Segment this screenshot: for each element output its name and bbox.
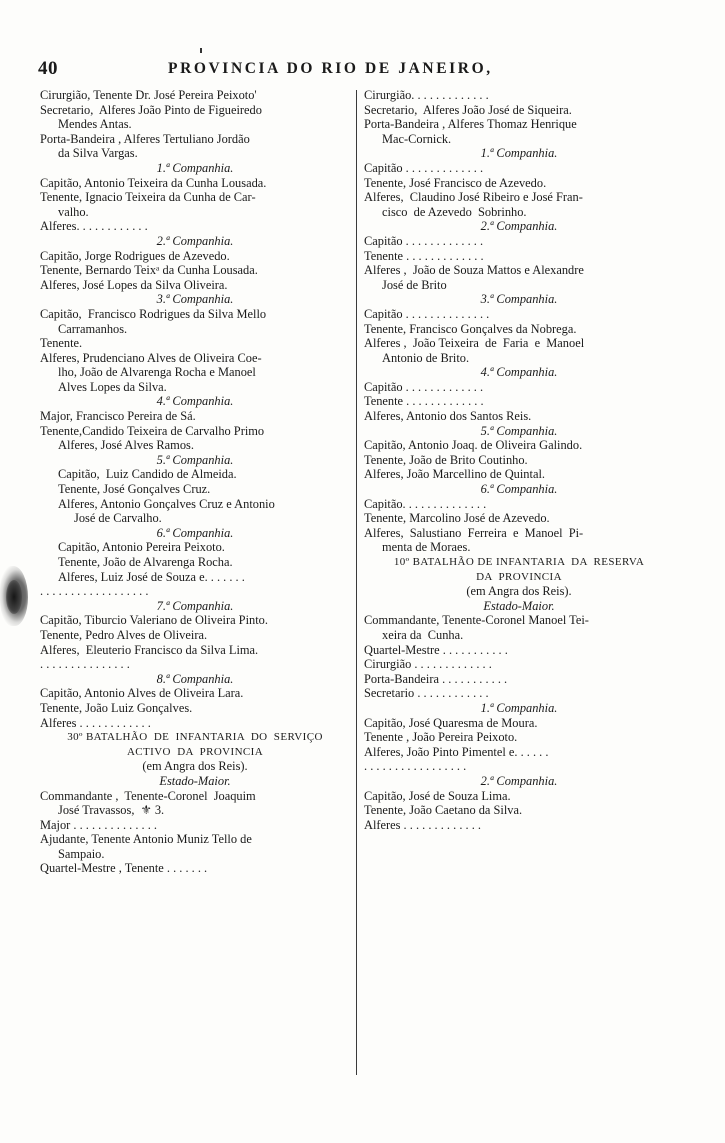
text-line: Secretario, Alferes João Pinto de Figueiredo bbox=[40, 102, 262, 117]
text-line: Commandante, Tenente-Coronel Manoel Tei- bbox=[364, 613, 589, 628]
text-line: Mendes Antas. bbox=[58, 117, 132, 132]
text-line: Capitão, Antonio Joaq. de Oliveira Galindo. bbox=[364, 438, 583, 453]
text-line: Capitão, Antonio Pereira Peixoto. bbox=[58, 540, 225, 555]
text-line: DA PROVINCIA bbox=[476, 570, 562, 583]
text-line: Ajudante, Tenente Antonio Muniz Tello de bbox=[40, 832, 252, 847]
text-line: 1.ª Companhia. bbox=[156, 160, 234, 175]
text-line: Capitão . . . . . . . . . . . . . bbox=[364, 379, 484, 394]
left-text-column bbox=[40, 88, 350, 876]
text-line: Tenente, Ignacio Teixeira da Cunha de Car- bbox=[40, 190, 256, 205]
text-line: Tenente, José Francisco de Azevedo. bbox=[364, 175, 547, 190]
text-line: Estado-Maior. bbox=[159, 773, 231, 788]
header-tick-mark bbox=[200, 48, 202, 53]
text-line: José de Carvalho. bbox=[74, 511, 162, 526]
text-line: Carramanhos. bbox=[58, 321, 128, 336]
text-line: Cirurgião . . . . . . . . . . . . . bbox=[364, 657, 492, 672]
text-line: Alves Lopes da Silva. bbox=[58, 379, 167, 394]
text-line: 1.ª Companhia. bbox=[480, 700, 558, 715]
text-line: Tenente, João Luiz Gonçalves. bbox=[40, 700, 193, 715]
text-line: Capitão, José Quaresma de Moura. bbox=[364, 715, 538, 730]
page-header bbox=[0, 56, 725, 82]
text-line: 5.ª Companhia. bbox=[480, 423, 558, 438]
text-line: Commandante , Tenente-Coronel Joaquim bbox=[40, 788, 256, 803]
text-line: Sampaio. bbox=[58, 846, 105, 861]
text-line: Major . . . . . . . . . . . . . . bbox=[40, 817, 158, 832]
text-line: Capitão, Antonio Alves de Oliveira Lara. bbox=[40, 686, 244, 701]
text-line: Capitão, Tiburcio Valeriano de Oliveira Pinto. bbox=[40, 613, 268, 628]
text-line: 1.ª Companhia. bbox=[480, 146, 558, 161]
text-line: José Travassos, ⚜ 3. bbox=[58, 803, 165, 818]
text-line: 4.ª Companhia. bbox=[480, 365, 558, 380]
text-line: Tenente, João de Brito Coutinho. bbox=[364, 452, 528, 467]
text-line: Cirurgião. . . . . . . . . . . . . bbox=[364, 88, 489, 102]
text-line: Capitão . . . . . . . . . . . . . bbox=[364, 233, 484, 248]
text-line: menta de Moraes. bbox=[382, 540, 471, 555]
text-line: Alferes, Antonio Gonçalves Cruz e Antonio bbox=[58, 496, 275, 511]
text-line: Tenente, Bernardo Teixᵃ da Cunha Lousada. bbox=[40, 263, 258, 278]
text-line: Tenente,Candido Teixeira de Carvalho Primo bbox=[40, 423, 265, 438]
text-line: Alferes, Luiz José de Souza e. . . . . . . bbox=[58, 569, 245, 584]
text-line: Quartel-Mestre , Tenente . . . . . . . bbox=[40, 861, 208, 876]
text-line: xeira da Cunha. bbox=[382, 627, 464, 642]
text-line: Porta-Bandeira , Alferes Thomaz Henrique bbox=[364, 117, 577, 132]
text-line: Tenente, José Gonçalves Cruz. bbox=[58, 482, 211, 497]
text-line: . . . . . . . . . . . . . . . . . bbox=[364, 759, 467, 774]
text-line: 8.ª Companhia. bbox=[156, 671, 234, 686]
text-line: lho, João de Alvarenga Rocha e Manoel bbox=[58, 365, 256, 380]
folio-number: 40 bbox=[38, 58, 58, 79]
text-line: Secretario . . . . . . . . . . . . bbox=[364, 686, 489, 701]
text-line: . . . . . . . . . . . . . . . bbox=[40, 657, 130, 672]
text-line: 5.ª Companhia. bbox=[156, 452, 234, 467]
text-line: Alferes , João de Souza Mattos e Alexandre bbox=[364, 263, 584, 278]
text-line: Alferes, Eleuterio Francisco da Silva Lima. bbox=[40, 642, 259, 657]
text-line: Capitão, Luiz Candido de Almeida. bbox=[58, 467, 237, 482]
text-line: Capitão, Jorge Rodrigues de Azevedo. bbox=[40, 248, 230, 263]
text-line: Tenente, Francisco Gonçalves da Nobrega. bbox=[364, 321, 577, 336]
text-line: Alferes, Antonio dos Santos Reis. bbox=[364, 409, 532, 424]
text-line: José de Brito bbox=[382, 277, 447, 292]
text-line: Capitão . . . . . . . . . . . . . bbox=[364, 160, 484, 175]
text-line: Alferes, João Marcellino de Quintal. bbox=[364, 467, 545, 482]
text-line: (em Angra dos Reis). bbox=[466, 584, 572, 599]
text-line: 2.ª Companhia. bbox=[156, 233, 234, 248]
text-line: 7.ª Companhia. bbox=[156, 598, 234, 613]
ink-smudge-core bbox=[6, 580, 22, 614]
text-line: Alferes . . . . . . . . . . . . . bbox=[364, 817, 482, 832]
text-line: 4.ª Companhia. bbox=[156, 394, 234, 409]
text-line: Porta-Bandeira . . . . . . . . . . . bbox=[364, 671, 508, 686]
text-line: Alferes, José Lopes da Silva Oliveira. bbox=[40, 277, 228, 292]
text-line: Tenente, Marcolino José de Azevedo. bbox=[364, 511, 550, 526]
text-line: 2.ª Companhia. bbox=[480, 773, 558, 788]
text-line: Alferes, João Pinto Pimentel e. . . . . . bbox=[364, 744, 549, 759]
text-line: Capitão . . . . . . . . . . . . . . bbox=[364, 306, 490, 321]
text-line: Capitão, Francisco Rodrigues da Silva Mello bbox=[40, 306, 267, 321]
text-line: 6.ª Companhia. bbox=[156, 525, 234, 540]
text-line: Tenente, Pedro Alves de Oliveira. bbox=[40, 627, 208, 642]
text-line: Capitão. . . . . . . . . . . . . . bbox=[364, 496, 487, 511]
text-line: Tenente, João de Alvarenga Rocha. bbox=[58, 555, 233, 569]
text-line: Alferes, Prudenciano Alves de Oliveira Coe- bbox=[40, 350, 262, 365]
text-line: Antonio de Brito. bbox=[382, 350, 470, 365]
text-line: Cirurgião, Tenente Dr. José Pereira Peixoto' bbox=[40, 88, 257, 102]
text-line: Secretario, Alferes João José de Siqueira. bbox=[364, 102, 572, 117]
text-line: 30º BATALHÃO DE INFANTARIA DO SERVIÇO bbox=[67, 731, 323, 744]
text-line: Alferes . . . . . . . . . . . . bbox=[40, 715, 151, 730]
text-line: Porta-Bandeira , Alferes Tertuliano Jordão bbox=[40, 131, 250, 146]
text-line: Tenente, João Caetano da Silva. bbox=[364, 803, 523, 818]
text-line: 10º BATALHÃO DE INFANTARIA DA RESERVA bbox=[393, 556, 645, 568]
text-line: (em Angra dos Reis). bbox=[142, 759, 248, 774]
text-line: Alferes , João Teixeira de Faria e Manoel bbox=[364, 336, 585, 351]
text-line: ACTIVO DA PROVINCIA bbox=[126, 745, 264, 758]
right-text-column bbox=[364, 88, 674, 832]
text-line: 3.ª Companhia. bbox=[480, 292, 558, 307]
text-line: valho. bbox=[58, 204, 89, 219]
text-line: cisco de Azevedo Sobrinho. bbox=[382, 204, 527, 219]
text-line: 3.ª Companhia. bbox=[156, 292, 234, 307]
text-line: Tenente , João Pereira Peixoto. bbox=[364, 730, 518, 745]
text-line: Tenente. bbox=[40, 336, 83, 351]
text-line: Quartel-Mestre . . . . . . . . . . . bbox=[364, 642, 508, 657]
text-line: Capitão, Antonio Teixeira da Cunha Lousada. bbox=[40, 175, 267, 190]
text-line: 2.ª Companhia. bbox=[480, 219, 558, 234]
text-line: Major, Francisco Pereira de Sá. bbox=[40, 409, 196, 424]
text-line: Tenente . . . . . . . . . . . . . bbox=[364, 248, 484, 263]
text-line: Alferes, Salustiano Ferreira e Manoel Pi- bbox=[364, 525, 584, 540]
two-column-body bbox=[40, 88, 688, 1088]
column-divider-rule bbox=[356, 90, 357, 1075]
text-line: Mac-Cornick. bbox=[382, 131, 452, 146]
text-line: Capitão, José de Souza Lima. bbox=[364, 788, 511, 803]
text-line: Alferes, José Alves Ramos. bbox=[58, 438, 194, 453]
text-line: Tenente . . . . . . . . . . . . . bbox=[364, 394, 484, 409]
text-line: Estado-Maior. bbox=[483, 598, 555, 613]
text-line: 6.ª Companhia. bbox=[480, 482, 558, 497]
text-line: . . . . . . . . . . . . . . . . . . bbox=[40, 584, 149, 599]
text-line: da Silva Vargas. bbox=[58, 146, 138, 161]
text-line: Alferes. . . . . . . . . . . . bbox=[40, 219, 148, 234]
text-line: Alferes, Claudino José Ribeiro e José Fran- bbox=[364, 190, 583, 205]
running-title: PROVINCIA DO RIO DE JANEIRO, bbox=[168, 60, 493, 77]
